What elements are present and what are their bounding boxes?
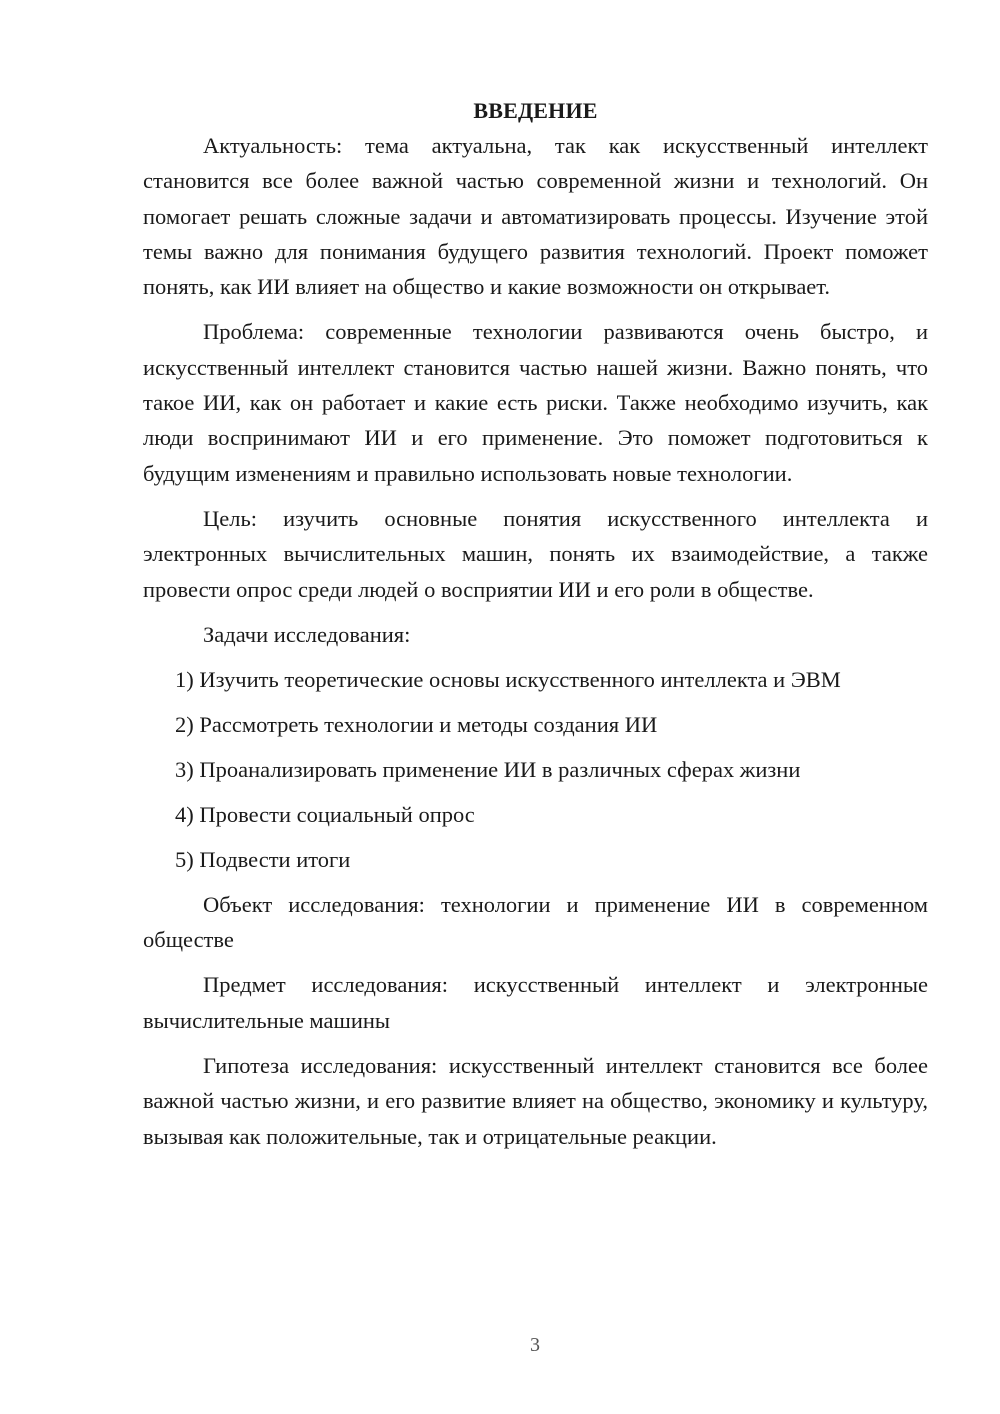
paragraph-relevance: Актуальность: тема актуальна, так как искусственный интеллект становится все более важной частью современной жизни и технологий. Он помогает решать сложные задачи и автоматизировать процессы. Изучение этой темы важно для понимания будущего развития технологий. Проект поможет понять, как ИИ влияет на общество и какие возможности он открывает. xyxy=(143,133,928,300)
paragraph-object: Объект исследования: технологии и применение ИИ в современном обществе xyxy=(143,891,928,953)
page-title: ВВЕДЕНИЕ xyxy=(473,98,598,123)
tasks-list xyxy=(143,662,928,877)
paragraph-subject: Предмет исследования: искусственный интеллект и электронные вычислительные машины xyxy=(143,972,928,1033)
task-item: 4) Провести социальный опрос xyxy=(175,801,475,827)
task-item: 5) Подвести итоги xyxy=(175,846,351,872)
paragraph-goal: Цель: изучить основные понятия искусственного интеллекта и электронных вычислительных машин, понять их взаимодействие, а также провести опрос среди людей о восприятии ИИ и его роли в обществе. xyxy=(143,505,928,602)
task-item: 2) Рассмотреть технологии и методы создания ИИ xyxy=(175,711,658,737)
task-item: 3) Проанализировать применение ИИ в различных сферах жизни xyxy=(175,756,801,782)
task-item: 1) Изучить теоретические основы искусственного интеллекта и ЭВМ xyxy=(175,666,841,692)
page-number: 3 xyxy=(530,1334,540,1356)
page-body xyxy=(143,93,928,1164)
paragraph-hypothesis: Гипотеза исследования: искусственный интеллект становится все более важной частью жизни, и его развитие влияет на общество, экономику и культуру, вызывая как положительные, так и отрицательные реакции. xyxy=(143,1053,928,1149)
paragraph-problem: Проблема: современные технологии развиваются очень быстро, и искусственный интеллект становится частью нашей жизни. Важно понять, что такое ИИ, как он работает и какие есть риски. Также необходимо изучить, как люди воспринимают ИИ и его применение. Это поможет подготовиться к будущим изменениям и правильно использовать новые технологии. xyxy=(143,319,928,486)
tasks-heading: Задачи исследования: xyxy=(203,621,411,647)
